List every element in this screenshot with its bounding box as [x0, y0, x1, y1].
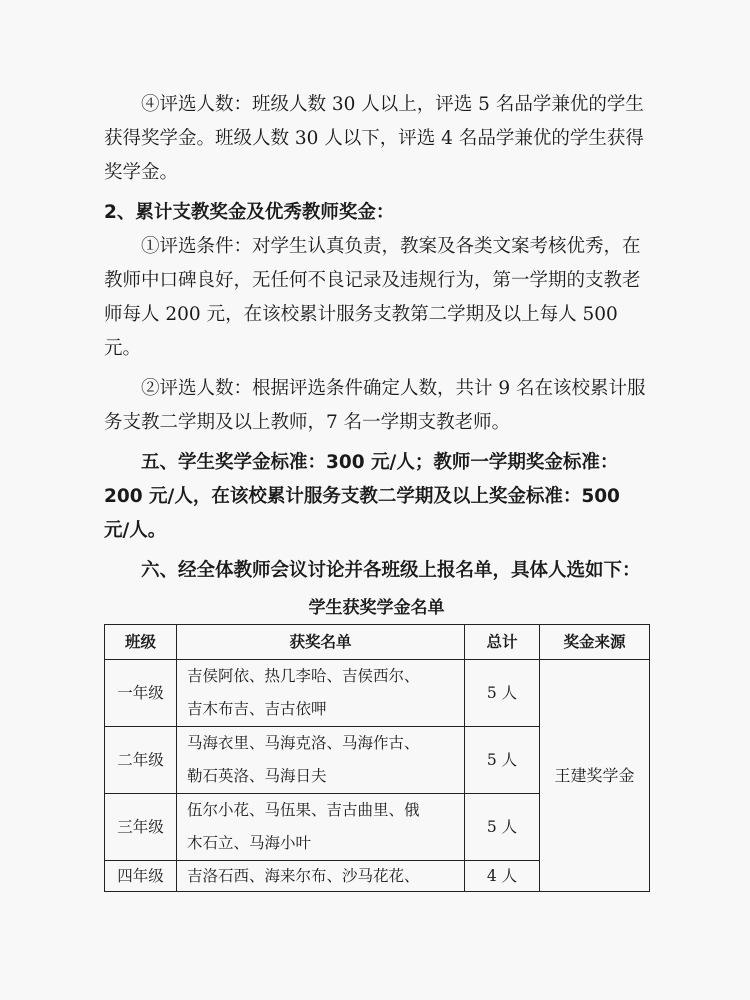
section-heading-teacher-bonus: 2、累计支教奖金及优秀教师奖金：: [104, 202, 395, 223]
names-line: 吉侯阿依、热几李哈、吉侯西尔、: [187, 667, 420, 685]
header-grade: 班级: [105, 625, 177, 660]
table-header-row: [105, 625, 650, 660]
names-line: 伍尔小花、马伍果、吉古曲里、俄: [187, 801, 420, 819]
table-row: [105, 660, 650, 727]
names-line: 吉木布吉、吉古依呷: [187, 700, 327, 718]
header-names: 获奖名单: [177, 625, 465, 660]
section-heading-standards: 五、学生奖学金标准：300 元/人；教师一学期奖金标准：200 元/人，在该校累计服务支教二学期及以上奖金标准：500 元/人。: [104, 452, 620, 541]
paragraph-selection-count: ④评选人数：班级人数 30 人以上，评选 5 名品学兼优的学生获得奖学金。班级人数 30 人以下，评选 4 名品学兼优的学生获得奖学金。: [104, 94, 644, 183]
names-line: 木石立、马海小叶: [187, 834, 312, 852]
paragraph-selection-criteria: ①评选条件：对学生认真负责，教案及各类文案考核优秀，在教师中口碑良好，无任何不良记录及违规行为，第一学期的支教老师每人 200 元，在该校累计服务支教第二学期及以上每人 500 元。: [104, 236, 641, 359]
cell-grade: 三年级: [105, 794, 177, 861]
cell-grade: 一年级: [105, 660, 177, 727]
names-line: 马海衣里、马海克洛、马海作古、: [187, 734, 420, 752]
header-source: 奖金来源: [540, 625, 650, 660]
cell-names: [177, 794, 465, 861]
cell-total: 5 人: [465, 660, 540, 727]
scholarship-table: [104, 624, 650, 892]
cell-grade: 四年级: [105, 861, 177, 892]
cell-grade: 二年级: [105, 727, 177, 794]
cell-names: [177, 861, 465, 892]
cell-total: 4 人: [465, 861, 540, 892]
cell-names: [177, 727, 465, 794]
section-heading-nominees: 六、经全体教师会议讨论并各班级上报名单，具体人选如下：: [141, 560, 641, 581]
names-line: 吉洛石西、海来尔布、沙马花花、: [187, 867, 420, 885]
table-title: 学生获奖学金名单: [308, 598, 445, 618]
cell-names: [177, 660, 465, 727]
names-line: 勒石英洛、马海日夫: [187, 767, 327, 785]
document-body: [104, 88, 649, 892]
cell-source: 王建奖学金: [540, 660, 650, 892]
cell-total: 5 人: [465, 727, 540, 794]
cell-total: 5 人: [465, 794, 540, 861]
paragraph-teacher-count: ②评选人数：根据评选条件确定人数，共计 9 名在该校累计服务支教二学期及以上教师，7 名一学期支教老师。: [104, 378, 646, 433]
header-total: 总计: [465, 625, 540, 660]
